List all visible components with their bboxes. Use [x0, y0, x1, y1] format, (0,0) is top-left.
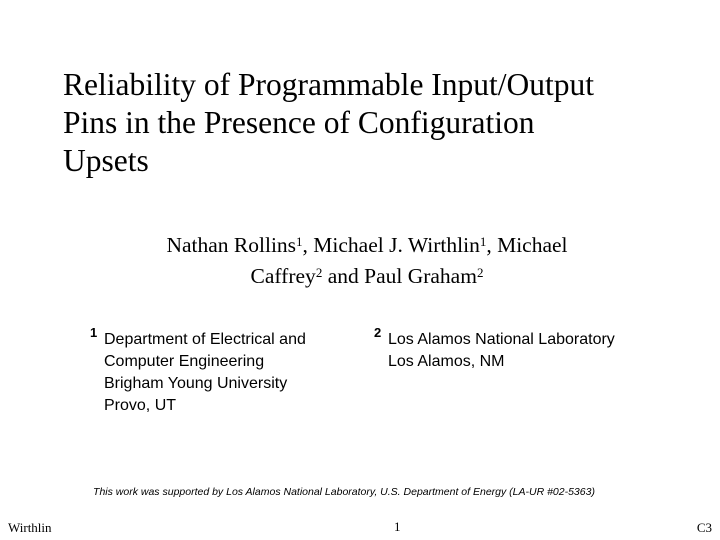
author-name: Caffrey: [250, 264, 316, 288]
author-name: Nathan Rollins: [166, 233, 297, 257]
affiliation-marker: 2: [476, 265, 484, 280]
affiliation-line: Computer Engineering: [104, 353, 265, 370]
affiliation-number: 2: [374, 325, 382, 340]
author-line: [0, 230, 720, 261]
footer-session: C3: [696, 520, 712, 535]
affiliation-line: Los Alamos, NM: [388, 353, 505, 370]
title-line: Pins in the Presence of Configuration: [63, 105, 535, 140]
affiliation-line: Los Alamos National Laboratory: [388, 331, 615, 348]
affiliation-marker: 1: [296, 234, 303, 249]
affiliation-line: Department of Electrical and: [104, 331, 306, 348]
affiliation-1: [90, 325, 306, 417]
affiliation-2: [374, 325, 615, 373]
author-name: and Paul Graham: [322, 264, 477, 288]
affiliation-marker: 1: [479, 234, 487, 249]
funding-note: This work was supported by Los Alamos National Laboratory, U.S. Department of Energy (LA-UR #02-5363): [93, 486, 595, 498]
affiliation-number: 1: [90, 325, 98, 340]
footer-author: Wirthlin: [8, 520, 52, 535]
affiliation-line: Brigham Young University: [104, 375, 288, 392]
slide-title: [63, 66, 683, 180]
affiliation-line: Provo, UT: [104, 397, 177, 414]
author-list: [0, 230, 720, 292]
title-line: Reliability of Programmable Input/Output: [63, 67, 595, 102]
page-number: 1: [394, 519, 401, 534]
author-name: , Michael: [486, 233, 568, 257]
author-line: [0, 261, 720, 292]
author-name: , Michael J. Wirthlin: [302, 233, 480, 257]
title-line: Upsets: [63, 143, 149, 178]
affiliation-marker: 2: [315, 265, 323, 280]
